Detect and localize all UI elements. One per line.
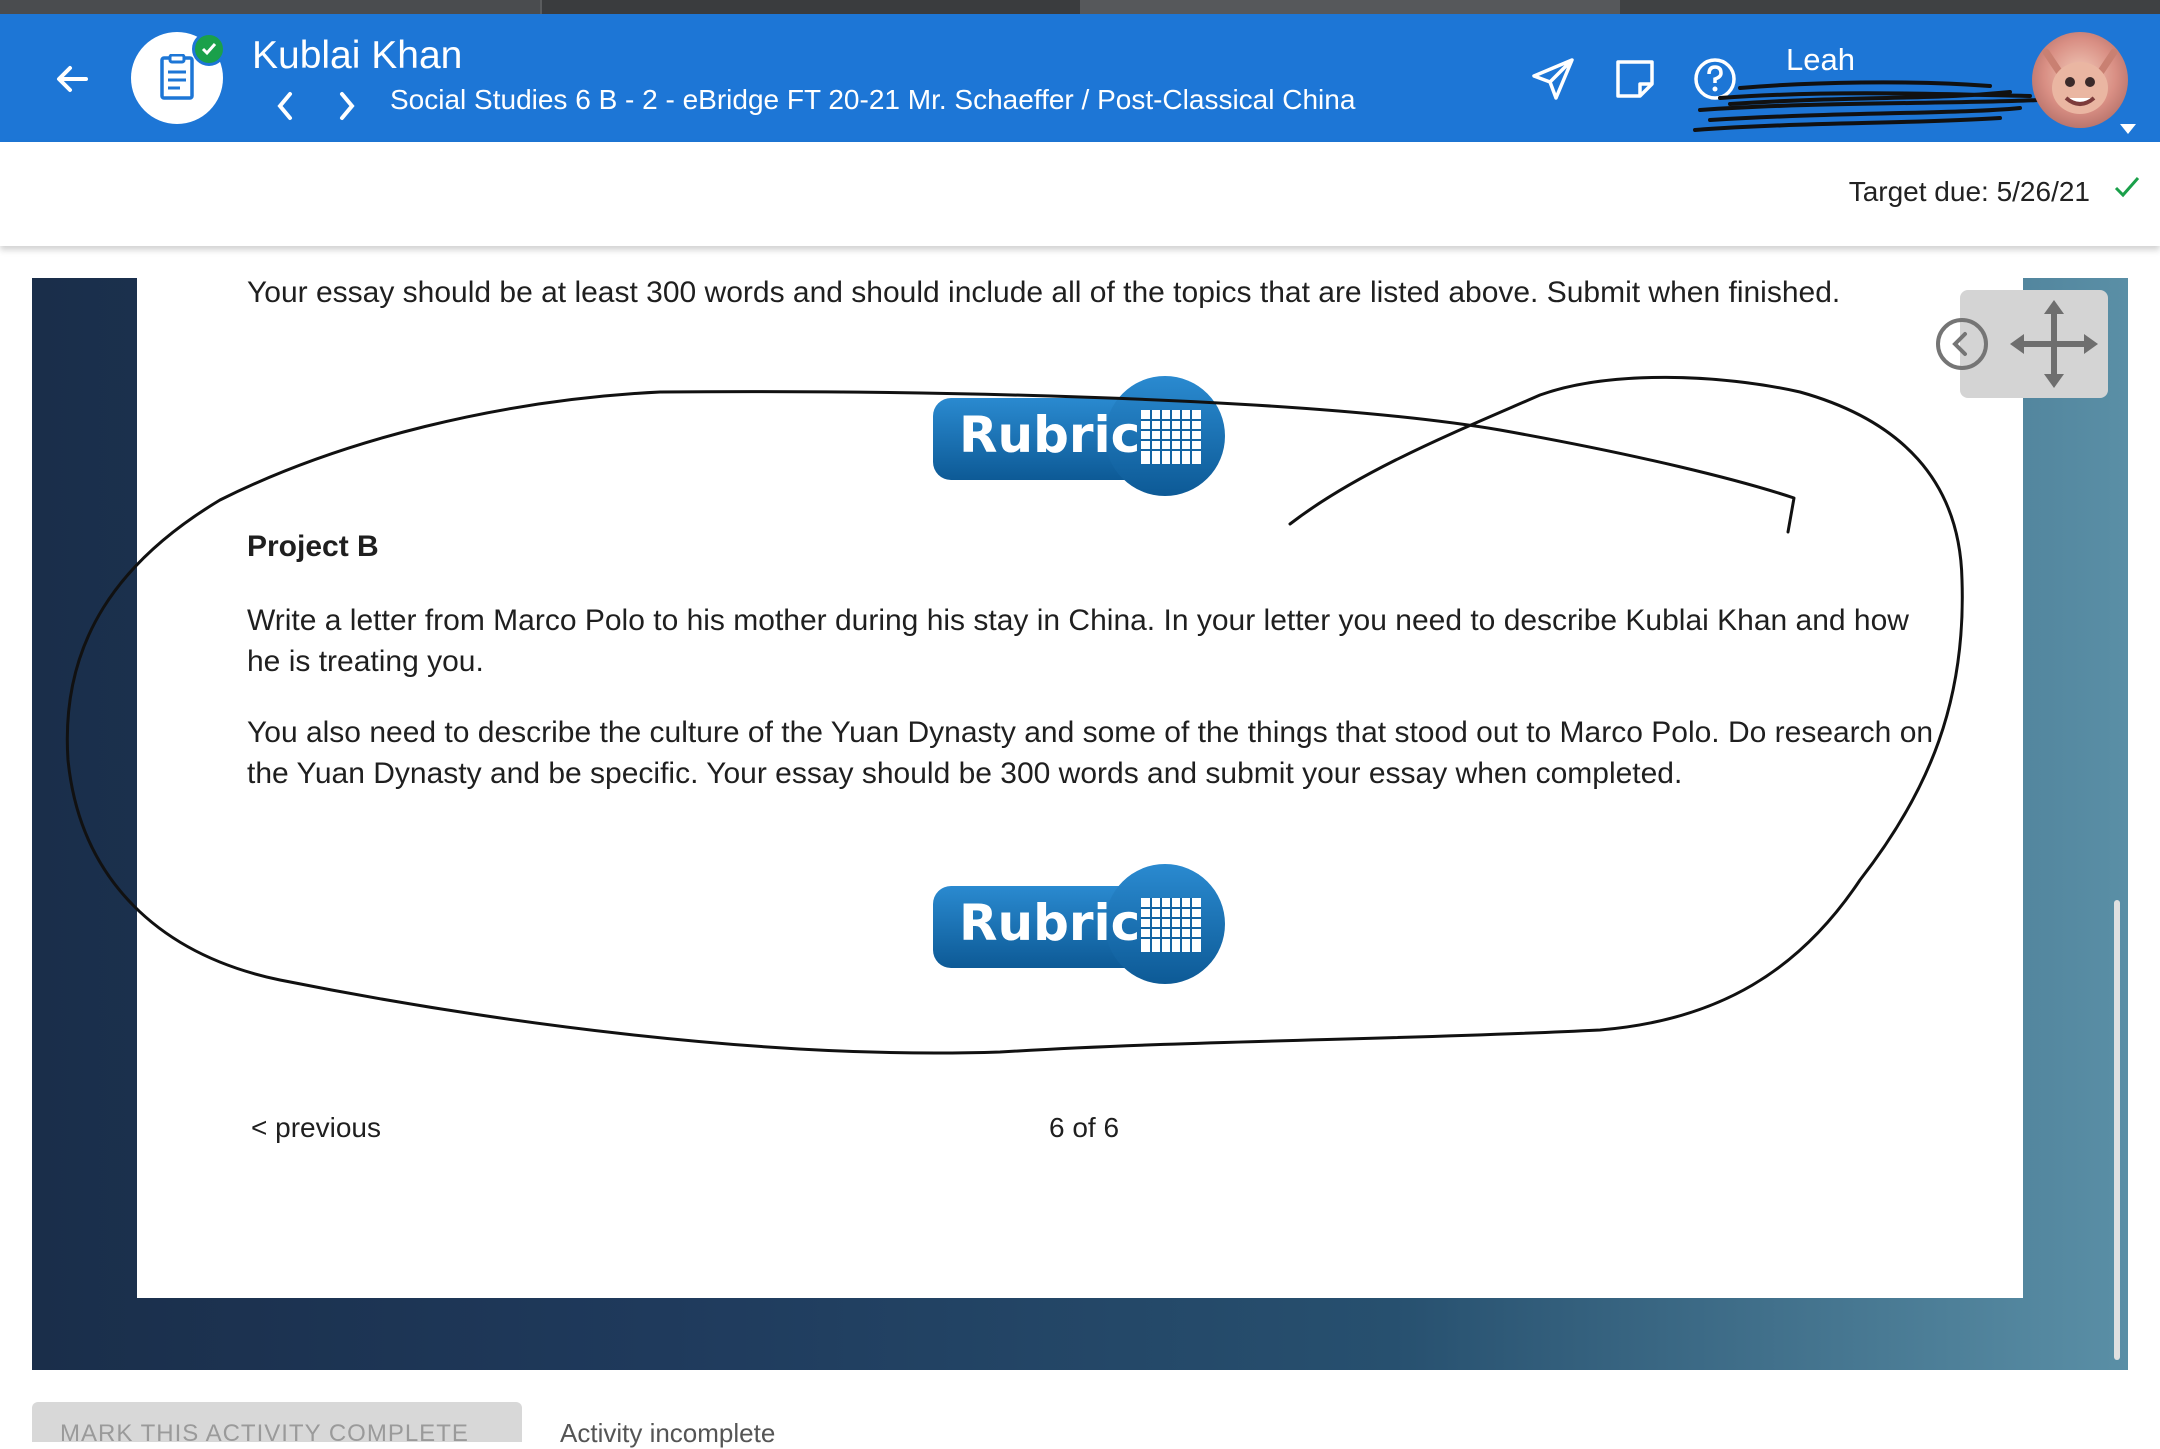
page-indicator: 6 of 6 (1049, 1112, 1120, 1143)
activity-status: Activity incomplete (560, 1418, 776, 1448)
rubric-label: Rubric (959, 406, 1141, 464)
project-paragraph: You also need to describe the culture of the Yuan Dynasty and some of the things that stood out to Marco Polo. Do research on the Yuan Dynasty and be specific. Your essay should be 300 words and submit your essay when completed. (247, 716, 1934, 790)
intro-paragraph: Your essay should be at least 300 words and should include all of the topics that are listed above. Submit when finished. (247, 278, 1841, 309)
target-due-label: Target due: 5/26/21 (1848, 176, 2090, 207)
rubric-label: Rubric (959, 894, 1141, 952)
project-heading: Project B (247, 530, 379, 563)
mark-complete-label: MARK THIS ACTIVITY COMPLETE (60, 1420, 469, 1447)
breadcrumb[interactable]: Social Studies 6 B - 2 - eBridge FT 20-21 Mr. Schaeffer / Post-Classical China (390, 84, 1356, 115)
project-paragraph: Write a letter from Marco Polo to his mother during his stay in China. In your letter you need to describe Kublai Khan and how he is treating you. (247, 604, 1909, 678)
user-name: Leah (1786, 42, 1855, 77)
mark-complete-button[interactable] (32, 1402, 522, 1447)
previous-link[interactable]: < previous (251, 1112, 381, 1143)
page-title: Kublai Khan (252, 34, 463, 77)
